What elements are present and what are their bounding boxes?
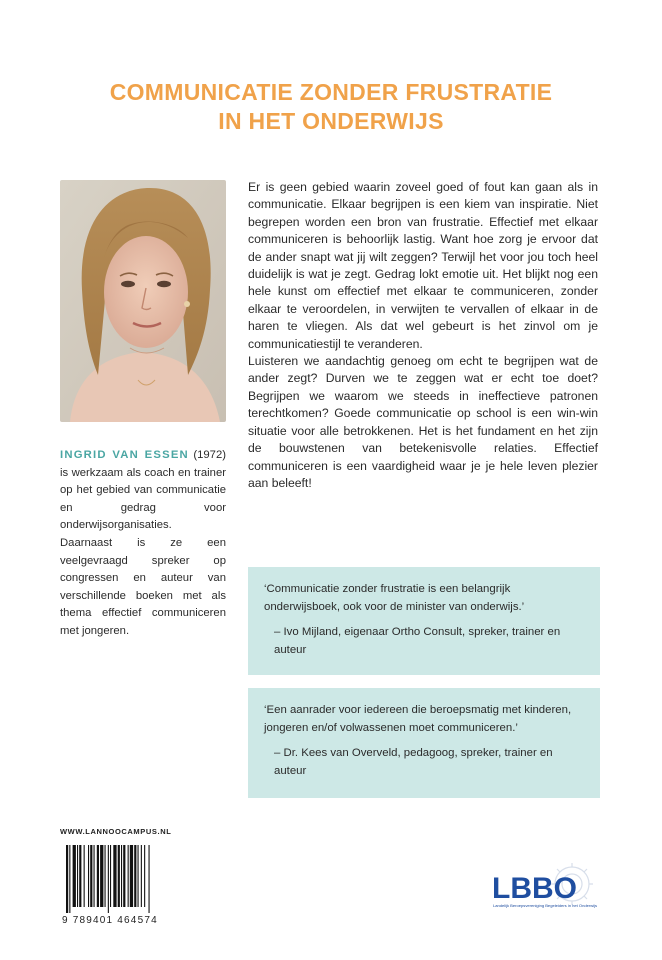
author-description: is werkzaam als coach en trainer op het gebied van communicatie en gedrag voor onderwijsorganisaties. Daarnaast is ze een veelgevraagd spreker op congressen en auteur van verschillende boeken met als thema effectief communiceren met jongeren. [60, 466, 226, 637]
barcode-bar [94, 845, 95, 907]
quote-attribution: – Dr. Kees van Overveld, pedagoog, spreker, trainer en auteur [274, 747, 553, 777]
blurb-text [248, 179, 598, 492]
barcode-bar [97, 845, 99, 907]
barcode-bar [90, 845, 92, 907]
author-photo [60, 180, 226, 422]
book-title-line-2: IN HET ONDERWIJS [218, 108, 444, 134]
barcode-bar [108, 845, 109, 913]
isbn-barcode [60, 843, 198, 925]
blurb-paragraph-2: Luisteren we aandachtig genoeg om echt te begrijpen wat de ander zegt? Durven we te zeggen wat er echt toe doet? Begrijpen we waarom we steeds in ineffectieve patronen terechtkomen? Goede communicatie op school is een win-win situatie voor alle betrokkenen. Het is het fundament en het zijn de bouwstenen van betekenisvolle relaties. Effectief communiceren is een vaardigheid waar je je hele leven plezier aan beleeft! [248, 354, 598, 490]
endorsement-quote-1 [248, 567, 600, 675]
book-title [0, 78, 662, 136]
barcode-bar [73, 845, 76, 907]
barcode-bar [149, 845, 150, 913]
barcode-bar [105, 845, 106, 907]
barcode-bars [66, 845, 150, 913]
barcode-bar [110, 845, 111, 907]
barcode-bar [100, 845, 103, 907]
barcode-bar [128, 845, 129, 907]
author-bio [60, 447, 226, 641]
blurb-paragraph-1: Er is geen gebied waarin zoveel goed of fout kan gaan als in communicatie. Elkaar begrijpen is een kiem van inspiratie. Niet begrepen worden een bron van frustratie. Effectief met elkaar communiceren is behoorlijk lastig. Want hoe zorg je ervoor dat de ander snapt wat jij wilt zeggen? Terwijl het voor jou toch heel duidelijk is wat je zegt. Gedrag lokt emotie uit. Het blijkt nog een hele kunst om effectief met elkaar te communiceren, zonder elkaar te veroordelen, in verwijten te vervallen of elkaar in de haren te vliegen. Als dat wel gebeurt is het zinvol om je communicatiestijl te veranderen. [248, 180, 598, 351]
quote-text: ‘Communicatie zonder frustratie is een belangrijk onderwijsboek, ook voor de minister van onderwijs.’ [264, 583, 525, 613]
barcode-bar [118, 845, 120, 907]
barcode-bar [141, 845, 142, 907]
isbn-number: 9 789401 464574 [62, 915, 158, 925]
barcode-bar [138, 845, 139, 907]
barcode-bar [113, 845, 116, 907]
barcode-bar [121, 845, 122, 907]
logo-text: LBBO [492, 872, 577, 905]
barcode-bar [144, 845, 145, 907]
barcode-bar [130, 845, 133, 907]
lbbo-logo [490, 860, 602, 920]
barcode-bar [77, 845, 78, 907]
publisher-url[interactable]: WWW.LANNOOCAMPUS.NL [60, 827, 172, 836]
quote-attribution: – Ivo Mijland, eigenaar Ortho Consult, spreker, trainer en auteur [274, 626, 561, 656]
author-name: INGRID VAN ESSEN [60, 449, 189, 461]
author-birth-year: (1972) [193, 449, 227, 461]
barcode-bar [66, 845, 68, 913]
barcode-bar [88, 845, 89, 907]
barcode-bar [79, 845, 81, 907]
barcode-bar [123, 845, 125, 907]
logo-tagline: Landelijk Beroepsvereniging Begeleiders in het Onderwijs [493, 904, 598, 908]
quote-text: ‘Een aanrader voor iedereen die beroepsmatig met kinderen, jongeren en/of volwassenen moet communiceren.’ [264, 704, 572, 734]
barcode-bar [134, 845, 136, 907]
book-title-line-1: COMMUNICATIE ZONDER FRUSTRATIE [109, 79, 553, 105]
endorsement-quote-2 [248, 688, 600, 798]
barcode-bar [84, 845, 85, 907]
barcode-bar [69, 845, 70, 913]
